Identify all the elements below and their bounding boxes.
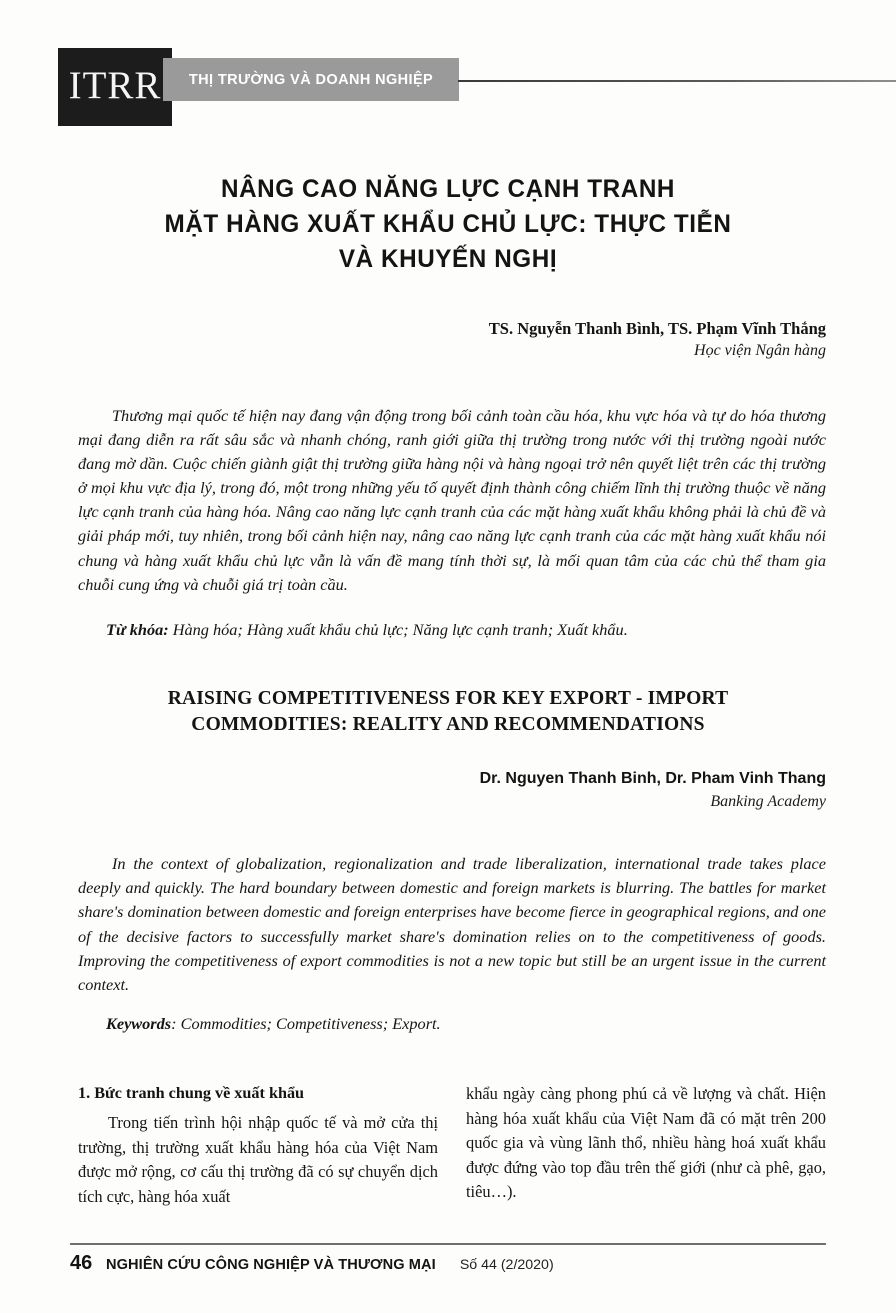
journal-logo-box bbox=[58, 48, 172, 126]
page-title-vi bbox=[110, 172, 786, 277]
authors-en bbox=[90, 768, 826, 813]
body-column-right bbox=[466, 1082, 826, 1222]
section-banner-label: THỊ TRƯỜNG VÀ DOANH NGHIỆP bbox=[188, 71, 434, 88]
keywords-en bbox=[78, 1012, 826, 1036]
keywords-vi-label: Từ khóa: bbox=[106, 620, 169, 639]
author-names-vi: TS. Nguyễn Thanh Bình, TS. Phạm Vĩnh Thắng bbox=[488, 319, 826, 338]
title-en-line-2: COMMODITIES: REALITY AND RECOMMENDATIONS bbox=[191, 714, 705, 735]
authors-vi bbox=[90, 318, 826, 362]
body-column-left bbox=[78, 1082, 438, 1222]
keywords-vi bbox=[78, 618, 826, 642]
keywords-vi-text: Hàng hóa; Hàng xuất khẩu chủ lực; Năng lực cạnh tranh; Xuất khẩu. bbox=[168, 620, 628, 639]
page-title-en bbox=[108, 686, 788, 738]
footer-rule bbox=[70, 1243, 826, 1245]
title-vi-line-2: MẶT HÀNG XUẤT KHẨU CHỦ LỰC: THỰC TIỄN bbox=[164, 210, 732, 238]
journal-logo-text: ITRR bbox=[68, 63, 162, 107]
keywords-en-text: : Commodities; Competitiveness; Export. bbox=[171, 1014, 441, 1033]
page-number: 46 bbox=[70, 1252, 93, 1274]
title-vi-line-3: VÀ KHUYẾN NGHỊ bbox=[338, 245, 558, 273]
abstract-vi: Thương mại quốc tế hiện nay đang vận động trong bối cảnh toàn cầu hóa, khu vực hóa và tự do hóa thương mại đang diễn ra rất sâu sắc và nhanh chóng, ranh giới giữa thị trường trong nước với thị trường ngoài nước đang mờ dần. Cuộc chiến giành giật thị trường giữa hàng nội và hàng ngoại trở nên quyết liệt trên các thị trường ở mọi khu vực địa lý, trong đó, một trong những yếu tố quyết định thành công chiếm lĩnh thị trường thuộc về năng lực cạnh tranh của hàng hóa. Nâng cao năng lực cạnh tranh của các mặt hàng xuất khẩu không phải là chủ đề và giải pháp mới, tuy nhiên, trong bối cảnh hiện nay, nâng cao năng lực cạnh tranh của các mặt hàng xuất khẩu nói chung và hàng xuất khẩu chủ lực vẫn là vấn đề mang tính thời sự, là mối quan tâm của các chủ thể tham gia chuỗi cung ứng và chuỗi giá trị toàn cầu. bbox=[78, 406, 826, 594]
body-columns bbox=[78, 1082, 826, 1222]
author-affiliation-en: Banking Academy bbox=[710, 793, 826, 810]
title-en-line-1: RAISING COMPETITIVENESS FOR KEY EXPORT - IMPORT bbox=[167, 688, 729, 709]
section-heading-1: 1. Bức tranh chung về xuất khẩu bbox=[78, 1084, 305, 1102]
abstract-en: In the context of globalization, regionalization and trade liberalization, international trade takes place deeply and quickly. The hard boundary between domestic and foreign markets is blurring. The battles for market share's domination between domestic and foreign enterprises have become fierce in geographical regions, and one of the decisive factors to successfully market share's domination relies on to the competitiveness of goods. Improving the competitiveness of export commodities is not a new topic but still be an urgent issue in the current context. bbox=[78, 854, 826, 995]
section-banner bbox=[163, 58, 459, 101]
title-vi-line-1: NÂNG CAO NĂNG LỰC CẠNH TRANH bbox=[220, 175, 676, 203]
footer-journal-name: NGHIÊN CỨU CÔNG NGHIỆP VÀ THƯƠNG MẠI bbox=[106, 1256, 437, 1273]
masthead-rule bbox=[458, 80, 896, 82]
masthead bbox=[0, 0, 896, 135]
body-paragraph-left: Trong tiến trình hội nhập quốc tế và mở cửa thị trường, thị trường xuất khẩu hàng hóa của Việt Nam được mở rộng, cơ cấu thị trường đã có sự chuyển dịch tích cực, hàng hóa xuất bbox=[78, 1113, 438, 1206]
footer-issue-number: Số 44 (2/2020) bbox=[459, 1257, 554, 1273]
body-paragraph-right: khẩu ngày càng phong phú cả về lượng và chất. Hiện hàng hóa xuất khẩu của Việt Nam đã có mặt trên 200 quốc gia và vùng lãnh thổ, nhiều hàng hoá xuất khẩu được đứng vào top đầu trên thế giới (như cà phê, gạo, tiêu…). bbox=[466, 1084, 826, 1201]
page-footer bbox=[70, 1252, 850, 1275]
author-affiliation-vi: Học viện Ngân hàng bbox=[694, 342, 826, 359]
author-names-en: Dr. Nguyen Thanh Binh, Dr. Pham Vinh Thang bbox=[479, 770, 826, 787]
keywords-en-label: Keywords bbox=[106, 1014, 172, 1033]
